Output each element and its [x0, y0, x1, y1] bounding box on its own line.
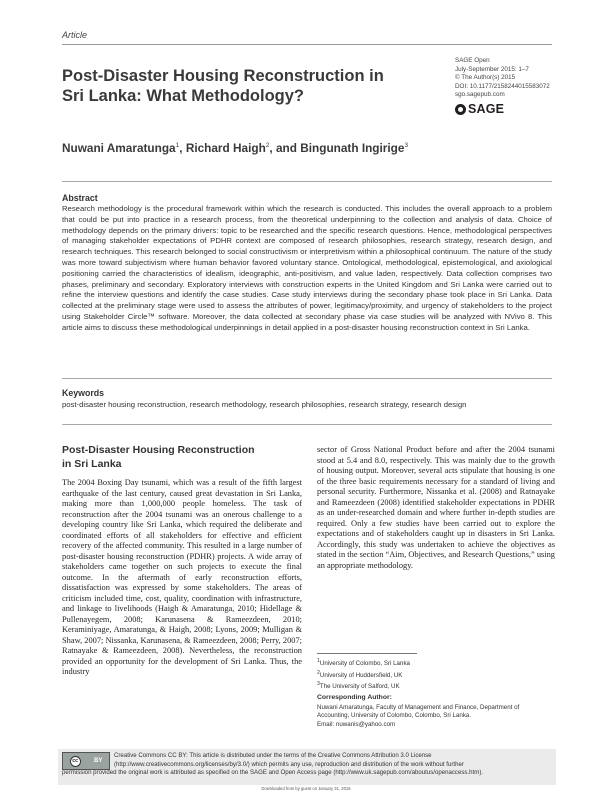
- corresponding-author-heading: Corresponding Author:: [317, 694, 392, 701]
- section-heading-line-2: in Sri Lanka: [62, 457, 122, 470]
- cc-icon: cc: [70, 756, 81, 767]
- sage-logo-text: SAGE: [468, 102, 505, 116]
- affiliation-marker: 1: [317, 658, 320, 664]
- copyright-line: © The Author(s) 2015: [455, 74, 516, 82]
- paper-title: [62, 66, 422, 106]
- license-text: [62, 752, 556, 778]
- keywords-heading: Keywords: [62, 388, 105, 398]
- affiliation-marker: 2: [317, 669, 320, 676]
- affiliation-marker: 3: [317, 681, 320, 688]
- sage-logo-icon: [455, 104, 466, 115]
- keywords-text: post-disaster housing reconstruction, research methodology, research philosophies, research strategy, research design: [62, 400, 467, 409]
- corresponding-author-email[interactable]: Email: nuwanis@yahoo.com: [317, 720, 396, 728]
- abstract-text: Research methodology is the procedural framework within which the research is conducted. This includes the overall approach to a problem that could be put into practice in a research process, from the theoretical underpinning to the collection and analysis of data. Choice of methodology depends on the primary drivers: topic to be researched and the specific research questions. Hence, methodological perspectives of managing stakeholder expectations of PDHR context are composed of research philosophies, research strategy, research design, and research techniques. This research belonged to social constructivism or interpretivism within a philosophical continuum. The nature of the study was more toward subjectivism where human behavior favored voluntary stance. Ontological, methodological, epistemological, and axiological positioning carried the characteristics of idealism, ideographic, anti-positivism, and value laden, respectively. Data collection comprises two phases, preliminary and secondary. Exploratory interviews with construction experts in the United Kingdom and Sri Lanka were carried out to refine the interview questions and identify the case studies. Case study interviews during the secondary phase took place in Sri Lanka. Data collected at the preliminary stage were used to assess the attributes of power, legitimacy/proximity, and urgency of stakeholders to the project using Stakeholder Circle™ software. Moreover, the data collected at secondary phase via case studies will be analyzed with NVivo 8. This article aims to discuss these methodological underpinnings in detail applied in a post-disaster housing reconstruction context in Sri Lanka.: [62, 204, 552, 332]
- body-divider: [62, 424, 552, 425]
- affiliations: [317, 657, 410, 692]
- author-name: Nuwani Amaratunga: [62, 141, 176, 155]
- left-column-body: [62, 478, 302, 678]
- right-column-body: [317, 445, 555, 571]
- keywords-divider: [62, 378, 552, 379]
- affiliation-item: $^3$The University of Salford, UK: [317, 681, 400, 691]
- license-line-1: Creative Commons CC BY: This article is distributed under the terms of the Creative Commons Attribution 3.0 License: [114, 752, 432, 759]
- affiliation-item: $^1$University of Colombo, Sri Lanka: [317, 658, 410, 668]
- corresponding-author-line: Accounting, University of Colombo, Colombo, Sri Lanka.: [317, 712, 472, 720]
- article-type-label: Article: [62, 30, 88, 40]
- journal-name: SAGE Open: [455, 57, 490, 64]
- author-affiliation-marker: 2: [265, 142, 270, 150]
- body-paragraph: The 2004 Boxing Day tsunami, which was a result of the fifth largest earthquake of the last century, caused great devastation in Sri Lanka, making more than 1,000,000 people homeless. The task of reconstruction after the 2004 tsunami was an onerous challenge to a developing country like Sri Lanka, which required the deliberate and coordinated efforts of all stakeholders for effective and efficient recovery of the affected community. This resulted in a large number of post-disaster housing reconstruction (PDHR) projects. A wide array of stakeholders came together on such projects to execute the final outcome. In the aftermath of early reconstruction efforts, dissatisfaction was expressed by some stakeholders. The areas of criticism included time, cost, quality, coordination with infrastructure, and linkage to livelihoods (Haigh & Amaratunga, 2010; Hidellage & Pullenayegem, 2008; Karunasena & Rameezdeen, 2010; Keraminiyage, Amaratunga, & Haigh, 2008; Lyons, 2009; Mulligan & Shaw, 2007; Nissanka, Karunasena, & Rameezdeen, 2008; Perry, 2007; Ratnayake & Rameezdeen, 2008). Nevertheless, the reconstruction provided an opportunity for the development of Sri Lanka. Thus, the industry: [62, 478, 302, 676]
- by-label: BY: [93, 758, 103, 764]
- journal-url[interactable]: sgo.sagepub.com: [455, 91, 505, 99]
- body-paragraph: sector of Gross National Product before and after the 2004 tsunami stood at 5.4 and 8.0, respectively. This was mainly due to the growth of housing output. Moreover, several acts stipulate that housing is one of the three basic requirements necessary for a standard of living and personal security. Furthermore, Nissanka et al. (2008) and Ratnayake and Rameezdeen (2008) identified stakeholder expectations in PDHR as an under-researched domain and where further in-depth studies are required. Only a few studies have been carried out to explore the expectations and of stakeholders caught up in disasters in Sri Lanka. Accordingly, this study was undertaken to achieve the objectives as stated in the section “Aim, Objectives, and Research Questions,” using an appropriate methodology.: [317, 445, 555, 570]
- author-name: Richard Haigh: [185, 141, 266, 155]
- paper-title-line-2: Sri Lanka: What Methodology?: [62, 87, 304, 105]
- sage-logo: [455, 102, 504, 116]
- paper-title-line-1: Post-Disaster Housing Reconstruction in: [62, 67, 384, 85]
- author-separator: ,: [179, 141, 186, 155]
- abstract-divider: [62, 181, 552, 182]
- license-line-2[interactable]: (http://www.creativecommons.org/licenses/by/3.0/) which permits any use, reproduction and distribution of the work without further: [114, 760, 464, 768]
- affiliation-item: $^2$University of Huddersfield, UK: [317, 669, 403, 679]
- journal-meta: [455, 57, 550, 100]
- author-affiliation-marker: 1: [175, 142, 180, 150]
- corresponding-author-line: Nuwani Amaratunga, Faculty of Management and Finance, Department of: [317, 704, 520, 711]
- abstract-heading: Abstract: [62, 193, 98, 203]
- author-affiliation-marker: 3: [404, 142, 409, 150]
- corresponding-author-details: [317, 704, 547, 729]
- author-list: [62, 141, 408, 155]
- author-separator: , and: [269, 141, 301, 155]
- section-heading: [62, 444, 302, 471]
- doi-line[interactable]: DOI: 10.1177/2158244015583072: [455, 82, 550, 90]
- author-name: Bingunath Ingirige: [300, 141, 405, 155]
- header-divider: [62, 44, 552, 45]
- journal-issue: July-September 2015: 1–7: [455, 65, 529, 73]
- license-line-3: permission provided the original work is attributed as specified on the SAGE and Open Access page (http://www.uk.sagepub.com/aboutus/openaccess.htm).: [62, 769, 484, 777]
- section-heading-line-1: Post-Disaster Housing Reconstruction: [62, 444, 255, 456]
- footnote-divider: [317, 653, 417, 654]
- download-note: Downloaded from by guest on January 31, 2016: [261, 786, 351, 791]
